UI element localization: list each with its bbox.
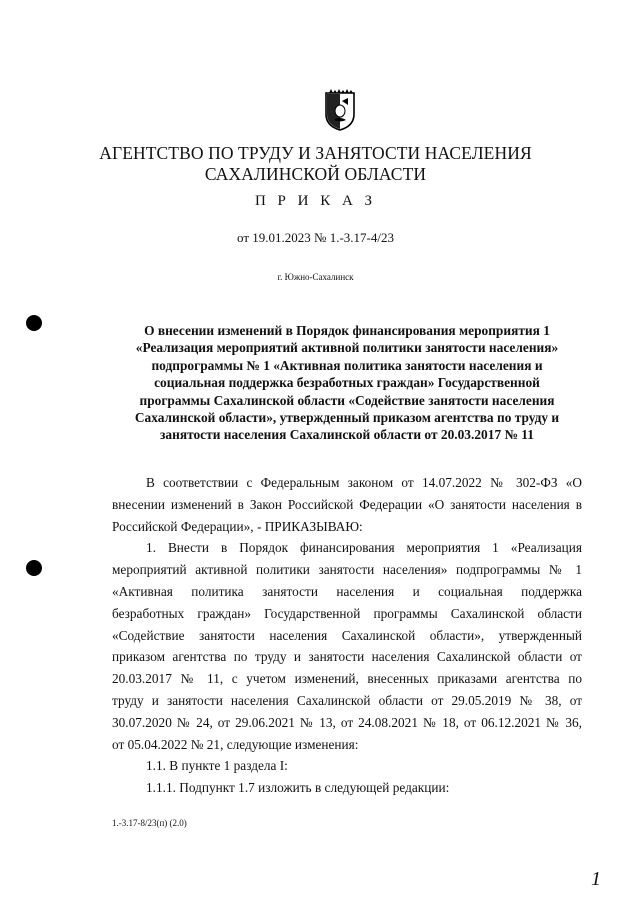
heading-line: О внесении изменений в Порядок финансирования мероприятия 1 [144, 323, 550, 338]
agency-line-1: АГЕНТСТВО ПО ТРУДУ И ЗАНЯТОСТИ НАСЕЛЕНИЯ [99, 143, 532, 163]
order-body [112, 472, 582, 799]
paragraph-line: от 05.04.2022 № 21, следующие изменения: [112, 736, 359, 752]
agency-line-2: САХАЛИНСКОЙ ОБЛАСТИ [204, 164, 427, 184]
document-type: П Р И К А З [254, 193, 377, 209]
document-code: 1.-3.17-8/23(п) (2.0) [112, 818, 187, 828]
item-1-1: 1.1. В пункте 1 раздела I: [146, 758, 288, 774]
heading-line: Сахалинской области», утвержденный приказом агентства по труду и [134, 410, 560, 426]
order-date-number: от 19.01.2023 № 1.-3.17-4/23 [237, 230, 394, 245]
paragraph-line: мероприятий активной политики занятости населения» подпрограммы № 1 [112, 562, 582, 578]
heading-line: «Реализация мероприятий активной политики занятости населения» [135, 340, 559, 356]
paragraph-line: внесении изменений в Закон Российской Федерации «О занятости населения в [112, 496, 582, 512]
paragraph-line: В соответствии с Федеральным законом от 14.07.2022 № 302-ФЗ «О [146, 475, 582, 490]
agency-name [0, 143, 631, 185]
punch-hole-bottom [26, 560, 42, 576]
heading-line: программы Сахалинской области «Содействие занятости населения [139, 392, 555, 408]
item-1-1-1: 1.1.1. Подпункт 1.7 изложить в следующей редакции: [146, 780, 450, 796]
paragraph-line: безработных граждан» Государственной программы Сахалинской области [112, 605, 582, 621]
paragraph-line: приказом агентства по труду и занятости населения Сахалинской области от [112, 649, 582, 665]
punch-hole-top [26, 315, 42, 331]
paragraph-line: 20.03.2017 № 11, с учетом изменений, внесенных приказами агентства по [112, 671, 582, 687]
paragraph-line: «Содействие занятости населения Сахалинской области», утвержденный [112, 627, 582, 643]
paragraph-line: 1. Внести в Порядок финансирования мероприятия 1 «Реализация [146, 540, 582, 556]
paragraph-line: 30.07.2020 № 24, от 29.06.2021 № 13, от 24.08.2021 № 18, от 06.12.2021 № 36, [112, 714, 582, 730]
page-number: 1 [591, 868, 601, 890]
order-heading [112, 322, 582, 444]
paragraph-line: «Активная политика занятости населения и социальная поддержка [112, 583, 582, 599]
paragraph-line: труду и занятости населения Сахалинской области от 29.05.2019 № 38, от [112, 692, 582, 708]
heading-line: подпрограммы № 1 «Активная политика занятости населения и [151, 357, 543, 373]
coat-of-arms-emblem [323, 89, 357, 131]
paragraph-line: Российской Федерации», - ПРИКАЗЫВАЮ: [112, 518, 363, 534]
heading-line: занятости населения Сахалинской области от 20.03.2017 № 11 [160, 427, 534, 443]
heading-line: социальная поддержка безработных граждан» Государственной [154, 375, 540, 391]
city: г. Южно-Сахалинск [277, 272, 354, 282]
